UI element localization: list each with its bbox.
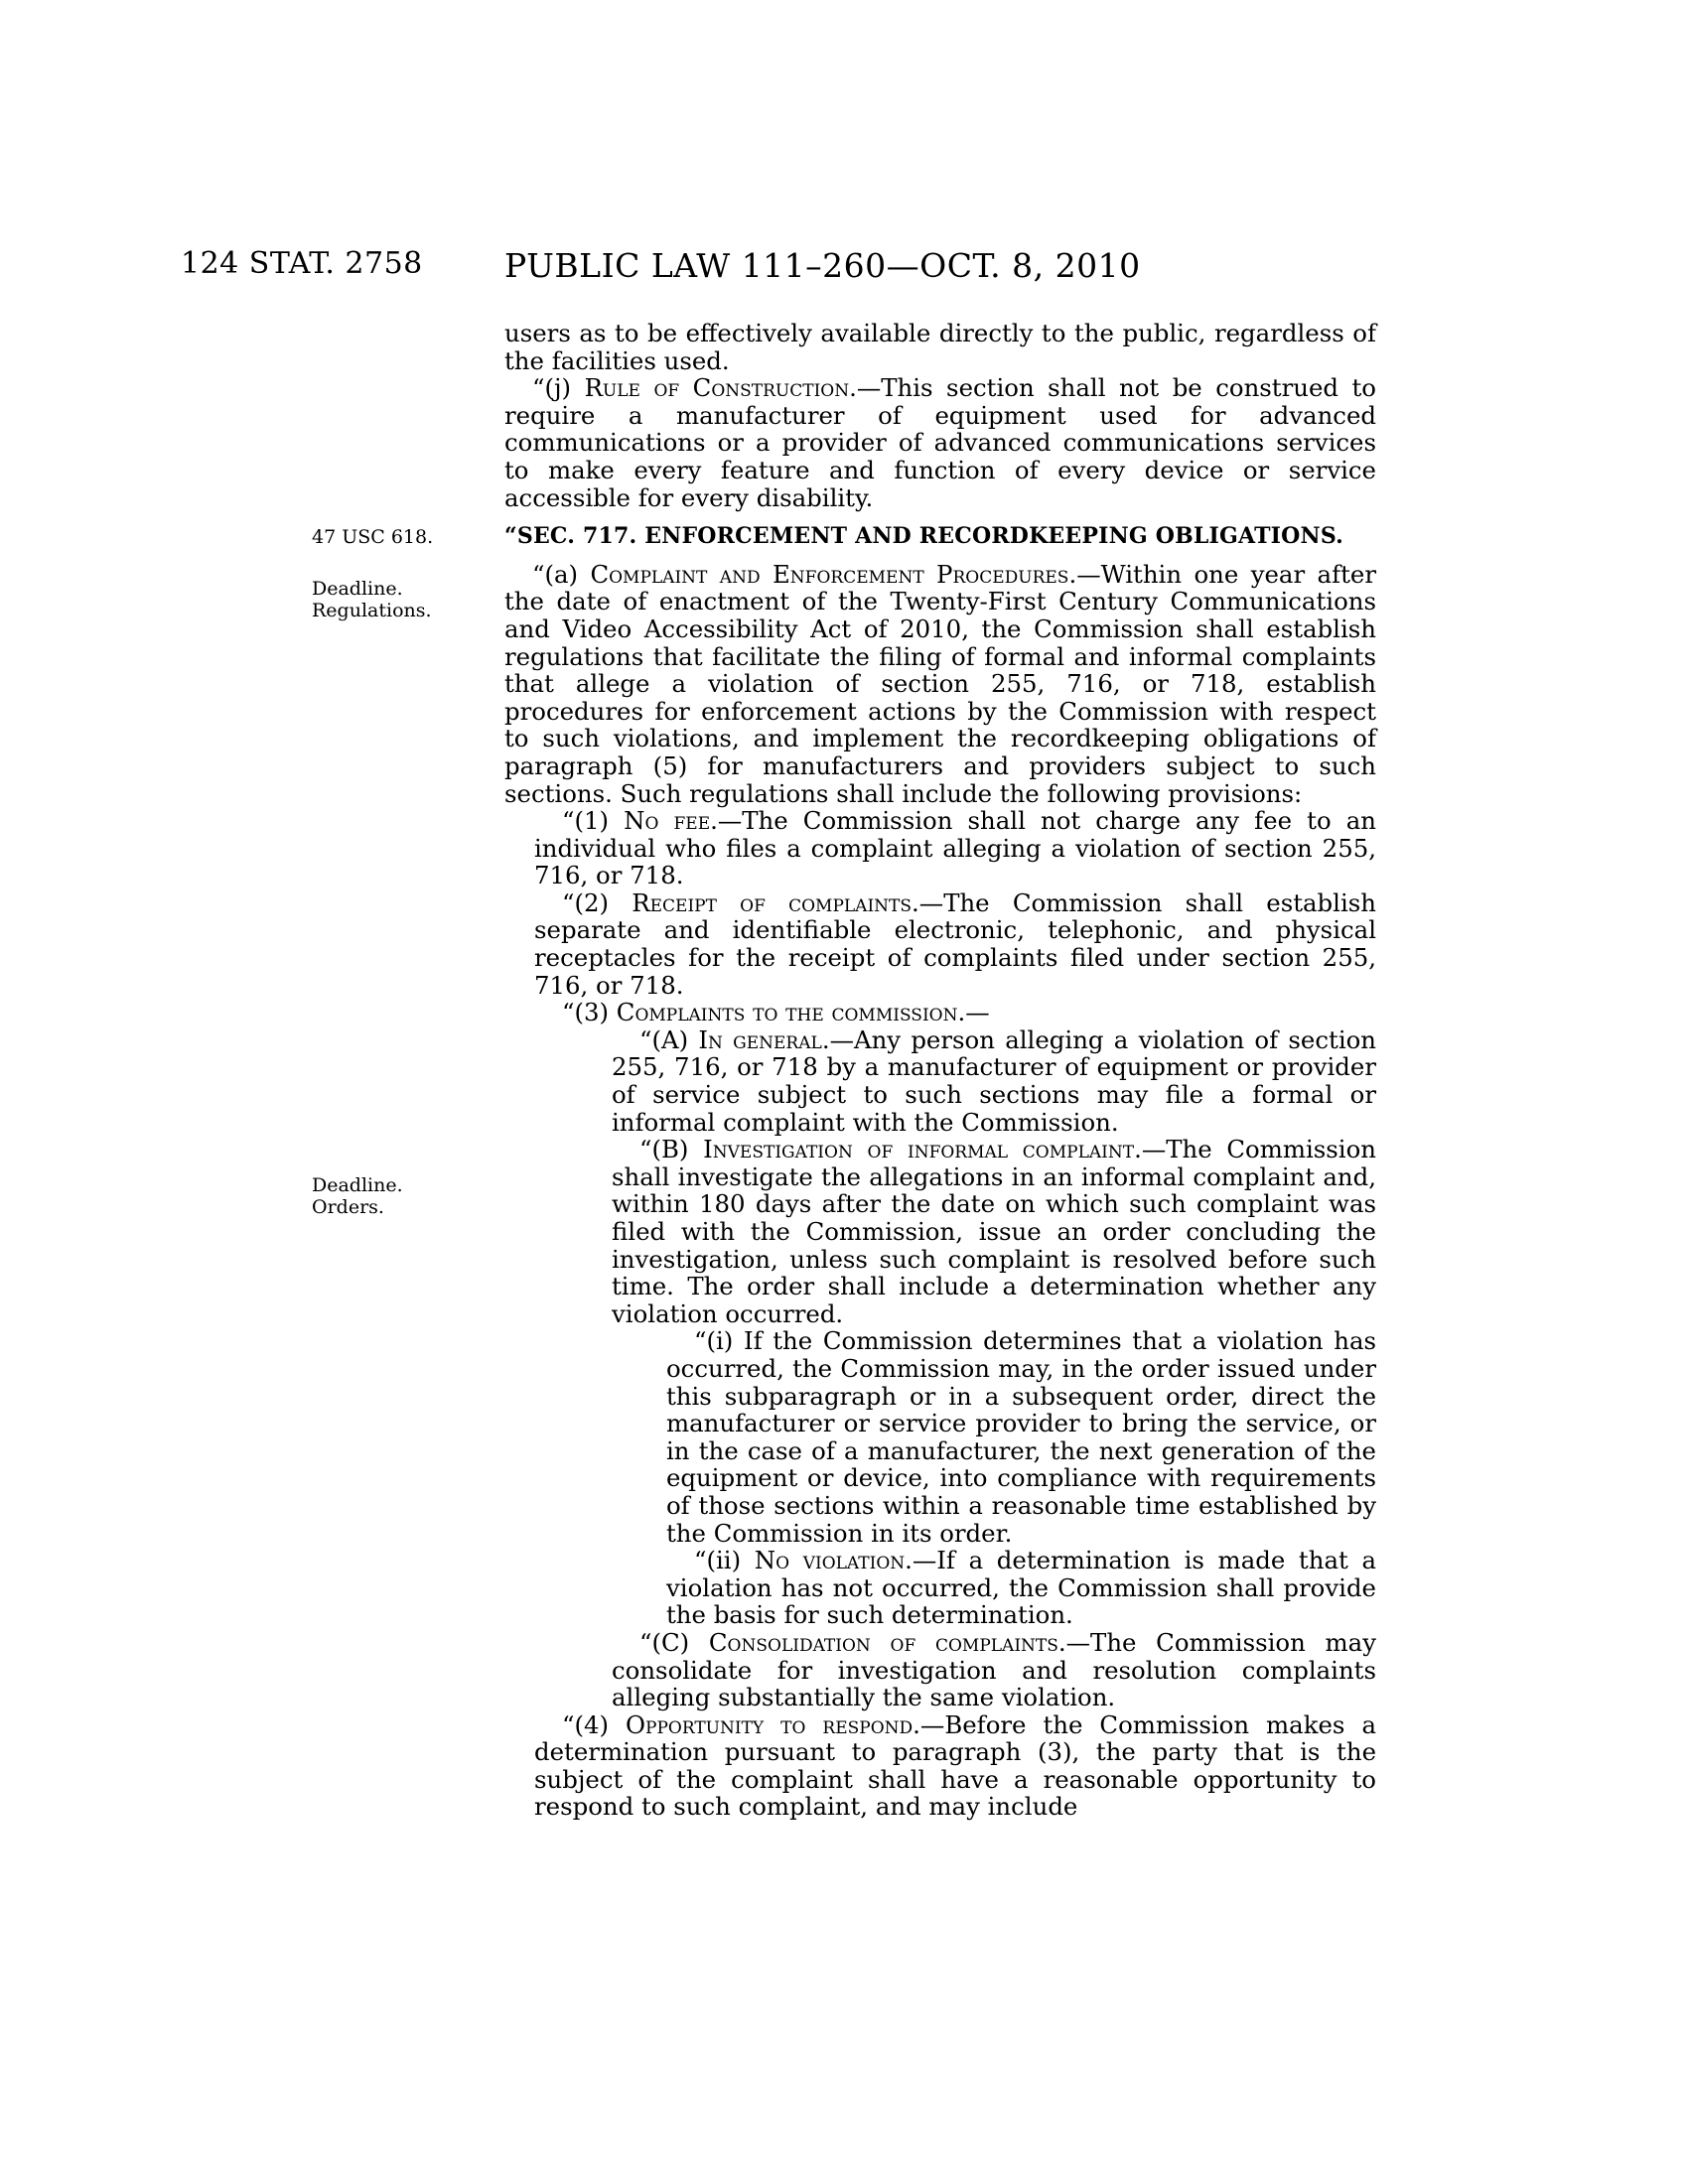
- subparagraph-C: “(C) Consolidation of complaints.—The Commission may consolidate for investigation and resolution complaints alleging substantially the same violation.: [612, 1627, 1376, 1712]
- page-header: [0, 246, 1688, 290]
- clause-ii: “(ii) No violation.—If a determination is made that a violation has not occurred, the Commission shall provide the basis for such determination.: [666, 1546, 1376, 1630]
- paragraph-2: “(2) Receipt of complaints.—The Commission shall establish separate and identifiable electronic, telephonic, and physical receptacles for the receipt of complaints filed under section 255, 716, or 718.: [534, 887, 1376, 1000]
- clause-i: “(i) If the Commission determines that a violation has occurred, the Commission may, in the order issued under this subparagraph or in a subsequent order, direct the manufacturer or service provider to bring the service, or in the case of a manufacturer, the next generation of the equipment or device, into compliance with requirements of those sections within a reasonable time established by the Commission in its order.: [666, 1326, 1376, 1548]
- margin-note-deadline-orders: Deadline. Orders.: [312, 1174, 403, 1218]
- subparagraph-B: “(B) Investigation of informal complaint.—The Commission shall investigate the allegations in an informal complaint and, within 180 days after the date on which such complaint was filed with the Commission, issue an order concluding the investigation, unless such complaint is resolved before such time. The order shall include a determination whether any violation occurred.: [612, 1135, 1376, 1328]
- subparagraph-A: “(A) In general.—Any person alleging a violation of section 255, 716, or 718 by a manufacturer of equipment or provider of service subject to such sections may file a formal or informal complaint with the Commission.: [612, 1024, 1377, 1137]
- paragraph-4: “(4) Opportunity to respond.—Before the Commission makes a determination pursuant to paragraph (3), the party that is the subject of the complaint shall have a reasonable opportunity to respond to such complaint, and may include: [534, 1709, 1376, 1822]
- paragraph-continued: users as to be effectively available directly to the public, regardless of the facilities used.: [504, 319, 1376, 375]
- subsection-a: “(a) Complaint and Enforcement Procedures.—Within one year after the date of enactment of the Twenty-First Century Communications and Video Accessibility Act of 2010, the Commission shall establish regulations that facilitate the filing of formal and informal complaints that allege a violation of section 255, 716, or 718, establish procedures for enforcement actions by the Commission with respect to such violations, and implement the recordkeeping obligations of paragraph (5) for manufacturers and providers subject to such sections. Such regulations shall include the following provisions:: [504, 559, 1376, 808]
- margin-note-deadline-regulations: Deadline. Regulations.: [312, 578, 432, 621]
- paragraph-1: “(1) No fee.—The Commission shall not charge any fee to an individual who files a complaint alleging a violation of section 255, 716, or 718.: [534, 806, 1376, 890]
- statute-citation: 124 STAT. 2758: [181, 246, 423, 281]
- margin-note-usc: 47 USC 618.: [312, 526, 434, 548]
- page-title: PUBLIC LAW 111–260—OCT. 8, 2010: [504, 246, 1141, 285]
- body-text: [504, 320, 1376, 1821]
- section-heading: “SEC. 717. ENFORCEMENT AND RECORDKEEPING OBLIGATIONS.: [504, 523, 1343, 550]
- subsection-j: “(j) Rule of Construction.—This section shall not be construed to require a manufacturer of equipment used for advanced communications or a provider of advanced communications services to make every feature and function of every device or service accessible for every disability.: [504, 373, 1376, 512]
- paragraph-3: “(3) Complaints to the commission.—: [562, 998, 990, 1027]
